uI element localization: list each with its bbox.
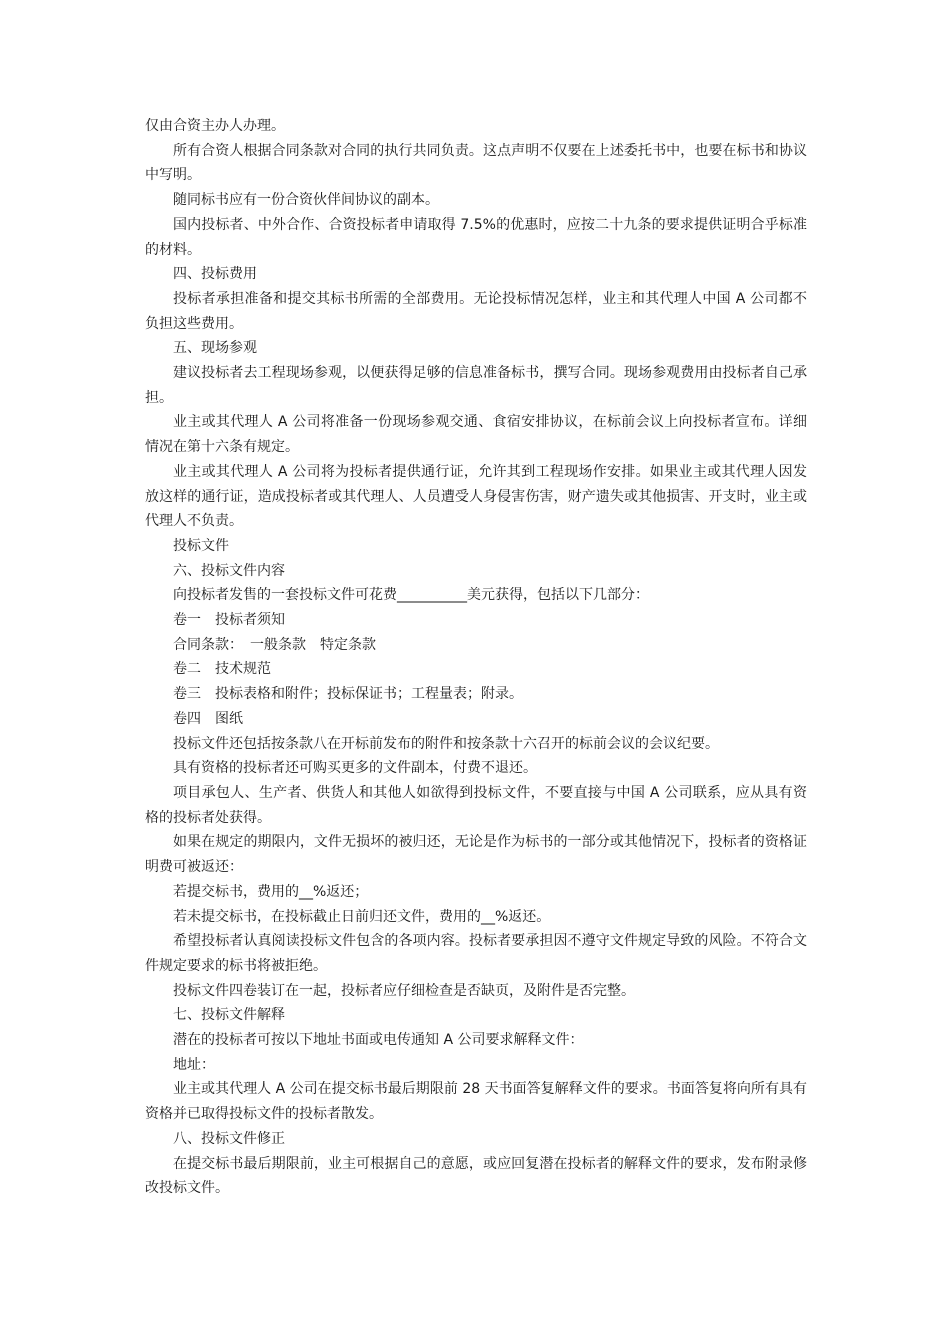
paragraph: 建议投标者去工程现场参观，以便获得足够的信息准备标书，撰写合同。现场参观费用由投标者自己承担。 xyxy=(145,365,807,406)
paragraph: 希望投标者认真阅读投标文件包含的各项内容。投标者要承担因不遵守文件规定导致的风险。不符合文件规定要求的标书将被拒绝。 xyxy=(145,933,807,974)
paragraph: 业主或其代理人 A 公司将准备一份现场参观交通、食宿安排协议，在标前会议上向投标者宣布。详细情况在第十六条有规定。 xyxy=(145,414,807,456)
paragraph: 国内投标者、中外合作、合资投标者申请取得 7.5%的优惠时，应按二十九条的要求提供证明合乎标准的材料。 xyxy=(145,216,807,258)
section-heading: 投标文件 xyxy=(173,537,229,554)
section-heading: 六、投标文件内容 xyxy=(173,562,285,579)
paragraph: 业主或其代理人 A 公司将为投标者提供通行证，允许其到工程现场作安排。如果业主或其代理人因发放这样的通行证，造成投标者或其代理人、人员遭受人身侵害伤害，财产遗失或其他损害、开支时，业主或代理人不负责。 xyxy=(145,463,807,530)
paragraph: 若提交标书，费用的__%返还； xyxy=(173,883,369,900)
paragraph: 向投标者发售的一套投标文件可花费__________美元获得，包括以下几部分： xyxy=(173,587,649,604)
section-heading: 五、现场参观 xyxy=(173,340,257,357)
paragraph: 投标者承担准备和提交其标书所需的全部费用。无论投标情况怎样，业主和其代理人中国 A 公司都不负担这些费用。 xyxy=(145,290,807,332)
paragraph: 投标文件四卷装订在一起，投标者应仔细检查是否缺页，及附件是否完整。 xyxy=(173,982,635,999)
paragraph: 所有合资人根据合同条款对合同的执行共同负责。这点声明不仅要在上述委托书中，也要在标书和协议中写明。 xyxy=(145,142,807,184)
paragraph: 潜在的投标者可按以下地址书面或电传通知 A 公司要求解释文件： xyxy=(173,1032,584,1049)
paragraph: 业主或其代理人 A 公司在提交标书最后期限前 28 天书面答复解释文件的要求。书面答复将向所有具有资格并已取得投标文件的投标者散发。 xyxy=(145,1081,807,1123)
section-heading: 四、投标费用 xyxy=(173,266,257,283)
paragraph: 投标文件还包括按条款八在开标前发布的附件和按条款十六召开的标前会议的会议纪要。 xyxy=(173,735,719,752)
volume-item: 卷四 图纸 xyxy=(173,710,243,727)
volume-item: 卷一 投标者须知 xyxy=(173,612,285,629)
volume-item: 卷三 投标表格和附件；投标保证书；工程量表；附录。 xyxy=(173,686,523,703)
paragraph: 如果在规定的期限内，文件无损坏的被归还，无论是作为标书的一部分或其他情况下，投标者的资格证明费可被返还： xyxy=(145,834,807,876)
paragraph: 项目承包人、生产者、供货人和其他人如欲得到投标文件，不要直接与中国 A 公司联系，应从具有资格的投标者处获得。 xyxy=(145,784,807,826)
section-heading: 七、投标文件解释 xyxy=(173,1007,285,1024)
paragraph: 随同标书应有一份合资伙伴间协议的副本。 xyxy=(173,192,439,209)
paragraph: 仅由合资主办人办理。 xyxy=(145,118,285,134)
volume-item: 卷二 技术规范 xyxy=(173,661,271,678)
address-label: 地址： xyxy=(173,1056,215,1073)
document-page xyxy=(145,114,807,1201)
paragraph: 若未提交标书，在投标截止日前归还文件，费用的__%返还。 xyxy=(173,908,551,925)
paragraph: 在提交标书最后期限前，业主可根据自己的意愿，或应回复潜在投标者的解释文件的要求，发布附录修改投标文件。 xyxy=(145,1155,807,1197)
section-heading: 八、投标文件修正 xyxy=(173,1130,285,1147)
paragraph: 具有资格的投标者还可购买更多的文件副本，付费不退还。 xyxy=(173,760,537,777)
contract-clauses: 合同条款： 一般条款 特定条款 xyxy=(173,636,376,653)
